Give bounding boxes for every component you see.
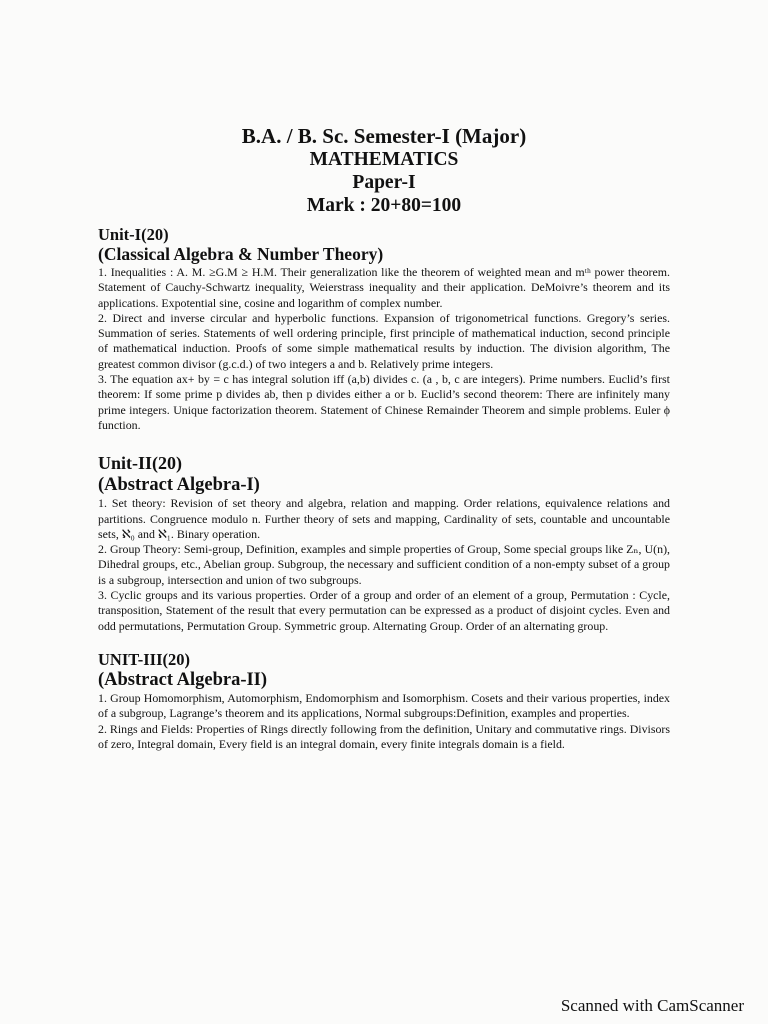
unit-section xyxy=(98,225,670,433)
unit-subtitle: (Abstract Algebra-I) xyxy=(98,475,260,496)
unit-subtitle: (Abstract Algebra-II) xyxy=(98,669,268,690)
subject-title: MATHEMATICS xyxy=(309,149,459,170)
paper-title: Paper-I xyxy=(352,172,416,193)
unit-section xyxy=(98,453,670,634)
title-block xyxy=(98,124,670,217)
marks-title: Mark : 20+80=100 xyxy=(306,195,462,216)
unit-heading: Unit-I(20) xyxy=(98,225,169,244)
unit-paragraph: 1. Group Homomorphism, Automorphism, Endomorphism and Isomorphism. Cosets and their various properties, index of a subgroup, Lagrange’s theorem and its applications, Normal subgroups:Definition, examples and properties. xyxy=(98,690,670,721)
unit-heading: UNIT-III(20) xyxy=(98,649,190,669)
syllabus-page xyxy=(98,124,670,752)
unit-paragraph: 2. Rings and Fields: Properties of Rings directly following from the definition, Unitary and commutative rings. Divisors of zero, Integral domain, Every field is an integral domain, every finite integrals domain is a field. xyxy=(98,721,670,751)
course-title: B.A. / B. Sc. Semester-I (Major) xyxy=(241,124,527,148)
unit-paragraph: 1. Inequalities : A. M. ≥G.M ≥ H.M. Their generalization like the theorem of weighted mean and mᵗʰ power theorem. Statement of Cauchy-Schwartz inequality, Weierstrass inequality and their application. DeMoivre’s theorem and its applications. Expotential sine, cosine and logarithm of complex number. xyxy=(98,265,670,310)
unit-heading: Unit-II(20) xyxy=(98,453,182,474)
unit-paragraph: 3. The equation ax+ by = c has integral solution iff (a,b) divides c. (a , b, c are integers). Prime numbers. Euclid’s first theorem: If some prime p divides ab, then p divides either a or b. Euclid’s second theorem: There are infinitely many prime integers. Unique factorization theorem. Statement of Chinese Remainder Theorem and simple problems. Euler ϕ function. xyxy=(98,372,670,432)
unit-section xyxy=(98,650,670,752)
unit-paragraph: 2. Direct and inverse circular and hyperbolic functions. Expansion of trigonometrical functions. Gregory’s series. Summation of series. Statements of well ordering principle, first principle of mathematical induction, second principle of mathematical induction. Proofs of some simple mathematical results by induction. The division algorithm, The greatest common divisor (g.c.d.) of two integers a and b. Relatively prime integers. xyxy=(98,310,670,371)
unit-subtitle: (Classical Algebra & Number Theory) xyxy=(98,244,384,264)
unit-paragraph: 3. Cyclic groups and its various properties. Order of a group and order of an element of a group, Permutation : Cycle, transposition, Statement of the result that every permutation can be expressed as a product of disjoint cycles. Even and odd permutations, Permutation Group. Symmetric group. Alternating Group. Order of an alternating group. xyxy=(98,588,670,633)
unit-paragraph: 2. Group Theory: Semi-group, Definition, examples and simple properties of Group, Some special groups like Zₙ, U(n), Dihedral groups, etc., Abelian group. Subgroup, the necessary and sufficient condition of a non-empty subset of a group is a subgroup, intersection and union of two subgroups. xyxy=(98,542,670,587)
unit-paragraph: 1. Set theory: Revision of set theory and algebra, relation and mapping. Order relations, equivalence relations and partitions. Congruence modulo n. Further theory of sets and mapping, Cardinality of sets, countable and uncountable sets, ℵ₀ and ℵ₁. Binary operation. xyxy=(98,496,670,541)
scanner-watermark: Scanned with CamScanner xyxy=(560,996,744,1015)
